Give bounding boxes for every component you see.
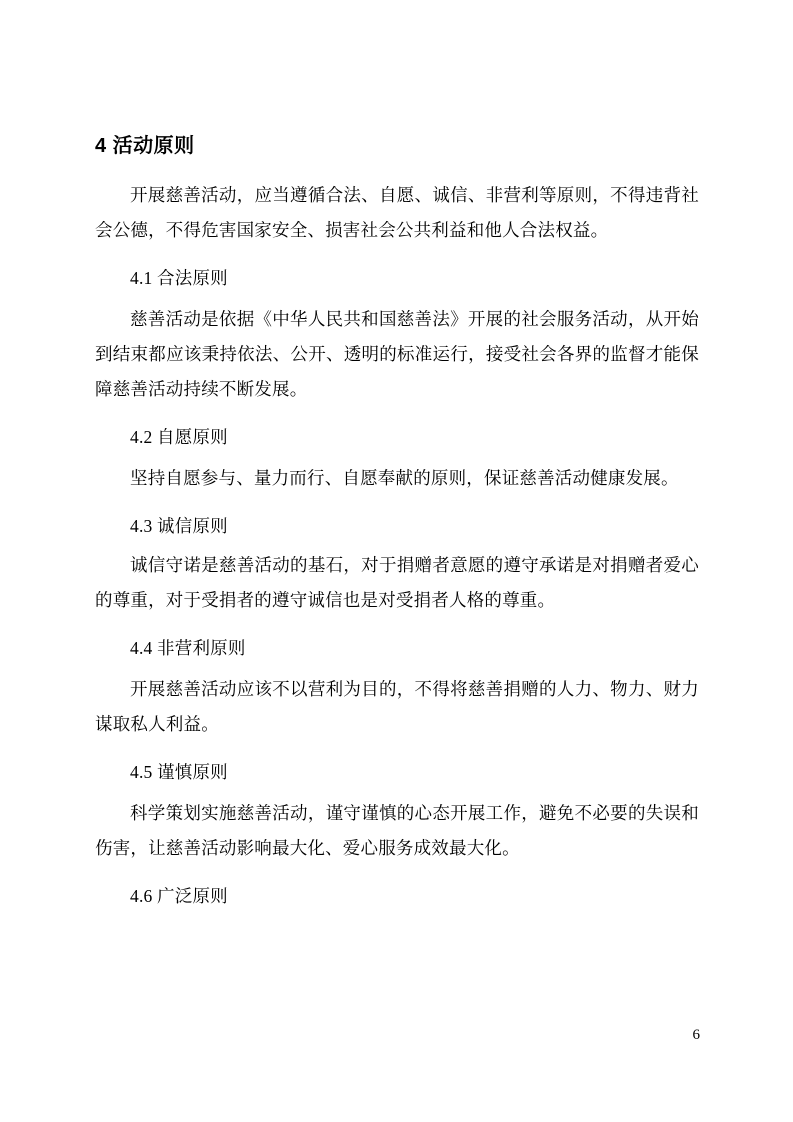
- section-heading-4: 4 活动原则: [95, 135, 195, 157]
- paragraph-4-4: 开展慈善活动应该不以营利为目的，不得将慈善捐赠的人力、物力、财力谋取私人利益。: [95, 679, 699, 734]
- paragraph-4-5: 科学策划实施慈善活动，谨守谨慎的心态开展工作，避免不必要的失误和伤害，让慈善活动影响最大化、爱心服务成效最大化。: [95, 803, 699, 858]
- subheading-4-5: 4.5 谨慎原则: [130, 762, 228, 782]
- subheading-4-3: 4.3 诚信原则: [130, 516, 228, 536]
- paragraph-4-3: 诚信守诺是慈善活动的基石，对于捐赠者意愿的遵守承诺是对捐赠者爱心的尊重，对于受捐者的遵守诚信也是对受捐者人格的尊重。: [95, 555, 699, 610]
- page-number: 6: [692, 1027, 700, 1043]
- paragraph-4-2: 坚持自愿参与、量力而行、自愿奉献的原则，保证慈善活动健康发展。: [130, 468, 679, 488]
- subheading-4-6: 4.6 广泛原则: [130, 886, 228, 906]
- document-body: [95, 132, 699, 920]
- subheading-4-1: 4.1 合法原则: [130, 268, 228, 288]
- subheading-4-4: 4.4 非营利原则: [130, 638, 246, 658]
- subheading-4-2: 4.2 自愿原则: [130, 427, 228, 447]
- paragraph-4-1: 慈善活动是依据《中华人民共和国慈善法》开展的社会服务活动，从开始到结束都应该秉持依法、公开、透明的标准运行，接受社会各界的监督才能保障慈善活动持续不断发展。: [95, 309, 699, 399]
- paragraph-intro: 开展慈善活动，应当遵循合法、自愿、诚信、非营利等原则，不得违背社会公德，不得危害国家安全、损害社会公共利益和他人合法权益。: [95, 185, 699, 240]
